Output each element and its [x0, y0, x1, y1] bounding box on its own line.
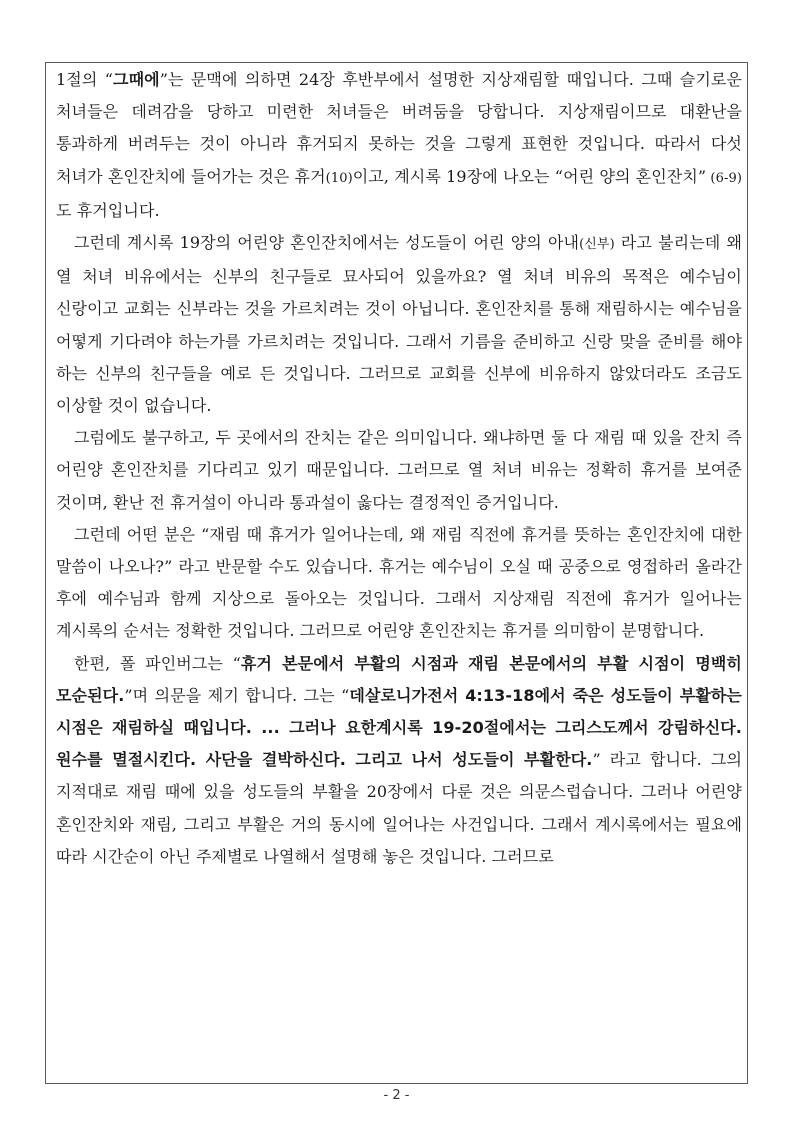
p2-text-a: 그런데 계시록 19장의 어린양 혼인잔치에서는 성도들이 어린 양의 아내	[74, 233, 580, 253]
paragraph-1	[56, 64, 742, 227]
p1-text-a: 1절의 “	[56, 70, 114, 89]
p2-text-c: 라고 불리는데 왜 열 처녀 비유에서는 신부의 친구들로 묘사되어 있을까요? 열 처녀 비유의 목적은 예수님이 신랑이고 교회는 신부라는 것을 가르치려는 것이 아닙니다. 혼인잔치를 통해 재림하시는 예수님을 어떻게 기다려야 하는가를 가르치려는 것입니다. 그래서 기름을 준비하고 신랑 맞을 준비를 해야 하는 신부의 친구들을 예로 든 것입니다. 그러므로 교회를 신부에 비유하지 않았더라도 조금도 이상할 것이 없습니다.	[56, 233, 742, 416]
paragraph-3: 그럼에도 불구하고, 두 곳에서의 잔치는 같은 의미입니다. 왜냐하면 둘 다 재림 때 있을 잔치 즉 어린양 혼인잔치를 기다리고 있기 때문입니다. 그러므로 열 처녀 비유는 정확히 휴거를 보여준 것이며, 환난 전 휴거설이 아니라 통과설이 옳다는 결정적인 증거입니다.	[56, 428, 742, 512]
p1-verse-ref: (10)	[325, 170, 353, 186]
p5-text-e: ” 라고 합니다. 그의 지적대로 재림 때에 있을 성도들의 부활을 20장에서 다룬 것은 의문스럽습니다. 그러나 어린양 혼인잔치와 재림, 그리고 부활은 거의 동시에 일어나는 사건입니다. 그래서 계시록에서는 필요에 따라 시간순이 아닌 주제별로 나열해서 설명해 놓은 것입니다. 그러므로	[56, 750, 742, 866]
p5-quote-2: 데살로니가전서 4:13-18에서 죽은 성도들이 부활하는 시점은 재림하실 때입니다. ... 그러나 요한계시록 19-20절에서는 그리스도께서 강림하신다. 원수를 멸절시킨다. 사단을 결박하신다. 그리고 나서 성도들이 부활한다.	[56, 685, 742, 770]
p5-text-c: ”며 의문을 제기 합니다. 그는 “	[124, 685, 350, 705]
p1-text-c: ”는 문맥에 의하면 24장 후반부에서 설명한 지상재림할 때입니다. 그때 슬기로운 처녀들은 데려감을 당하고 미련한 처녀들은 버려둠을 당합니다. 지상재림이므로 대환난을 통과하게 버려두는 것이 아니라 휴거되지 못하는 것을 그렇게 표현한 것입니다. 따라서 다섯 처녀가 혼인잔치에 들어가는 것은 휴거	[56, 70, 743, 186]
paragraph-5	[56, 648, 742, 873]
paragraph-2	[56, 227, 742, 422]
p5-quote-1: 휴거 본문에서 부활의 시점과 재림 본문에서의 부활 시점이 명백히 모순된다.	[56, 653, 742, 705]
p1-text-e: 이고, 계시록 19장에 나오는 “어린 양의 혼인잔치”	[352, 166, 707, 186]
p5-text-a: 한편, 폴 파인버그는 “	[74, 653, 241, 673]
document-body	[56, 64, 742, 873]
p1-emphasis: 그때에	[113, 70, 160, 89]
p1-verse-ref-2: (6-9)	[706, 170, 742, 186]
page-number: - 2 -	[383, 1088, 410, 1103]
p2-note: (신부)	[579, 237, 615, 253]
p1-text-g: 도 휴거입니다.	[56, 200, 160, 220]
paragraph-4: 그런데 어떤 분은 “재림 때 휴거가 일어나는데, 왜 재림 직전에 휴거를 뜻하는 혼인잔치에 대한 말씀이 나오나?” 라고 반문할 수도 있습니다. 휴거는 예수님이 오실 때 공중으로 영접하러 올라간 후에 예수님과 함께 지상으로 돌아오는 것입니다. 그래서 지상재림 직전에 휴거가 일어나는 계시록의 순서는 정확한 것입니다. 그러므로 어린양 혼인잔치는 휴거를 의미함이 분명합니다.	[56, 524, 742, 641]
